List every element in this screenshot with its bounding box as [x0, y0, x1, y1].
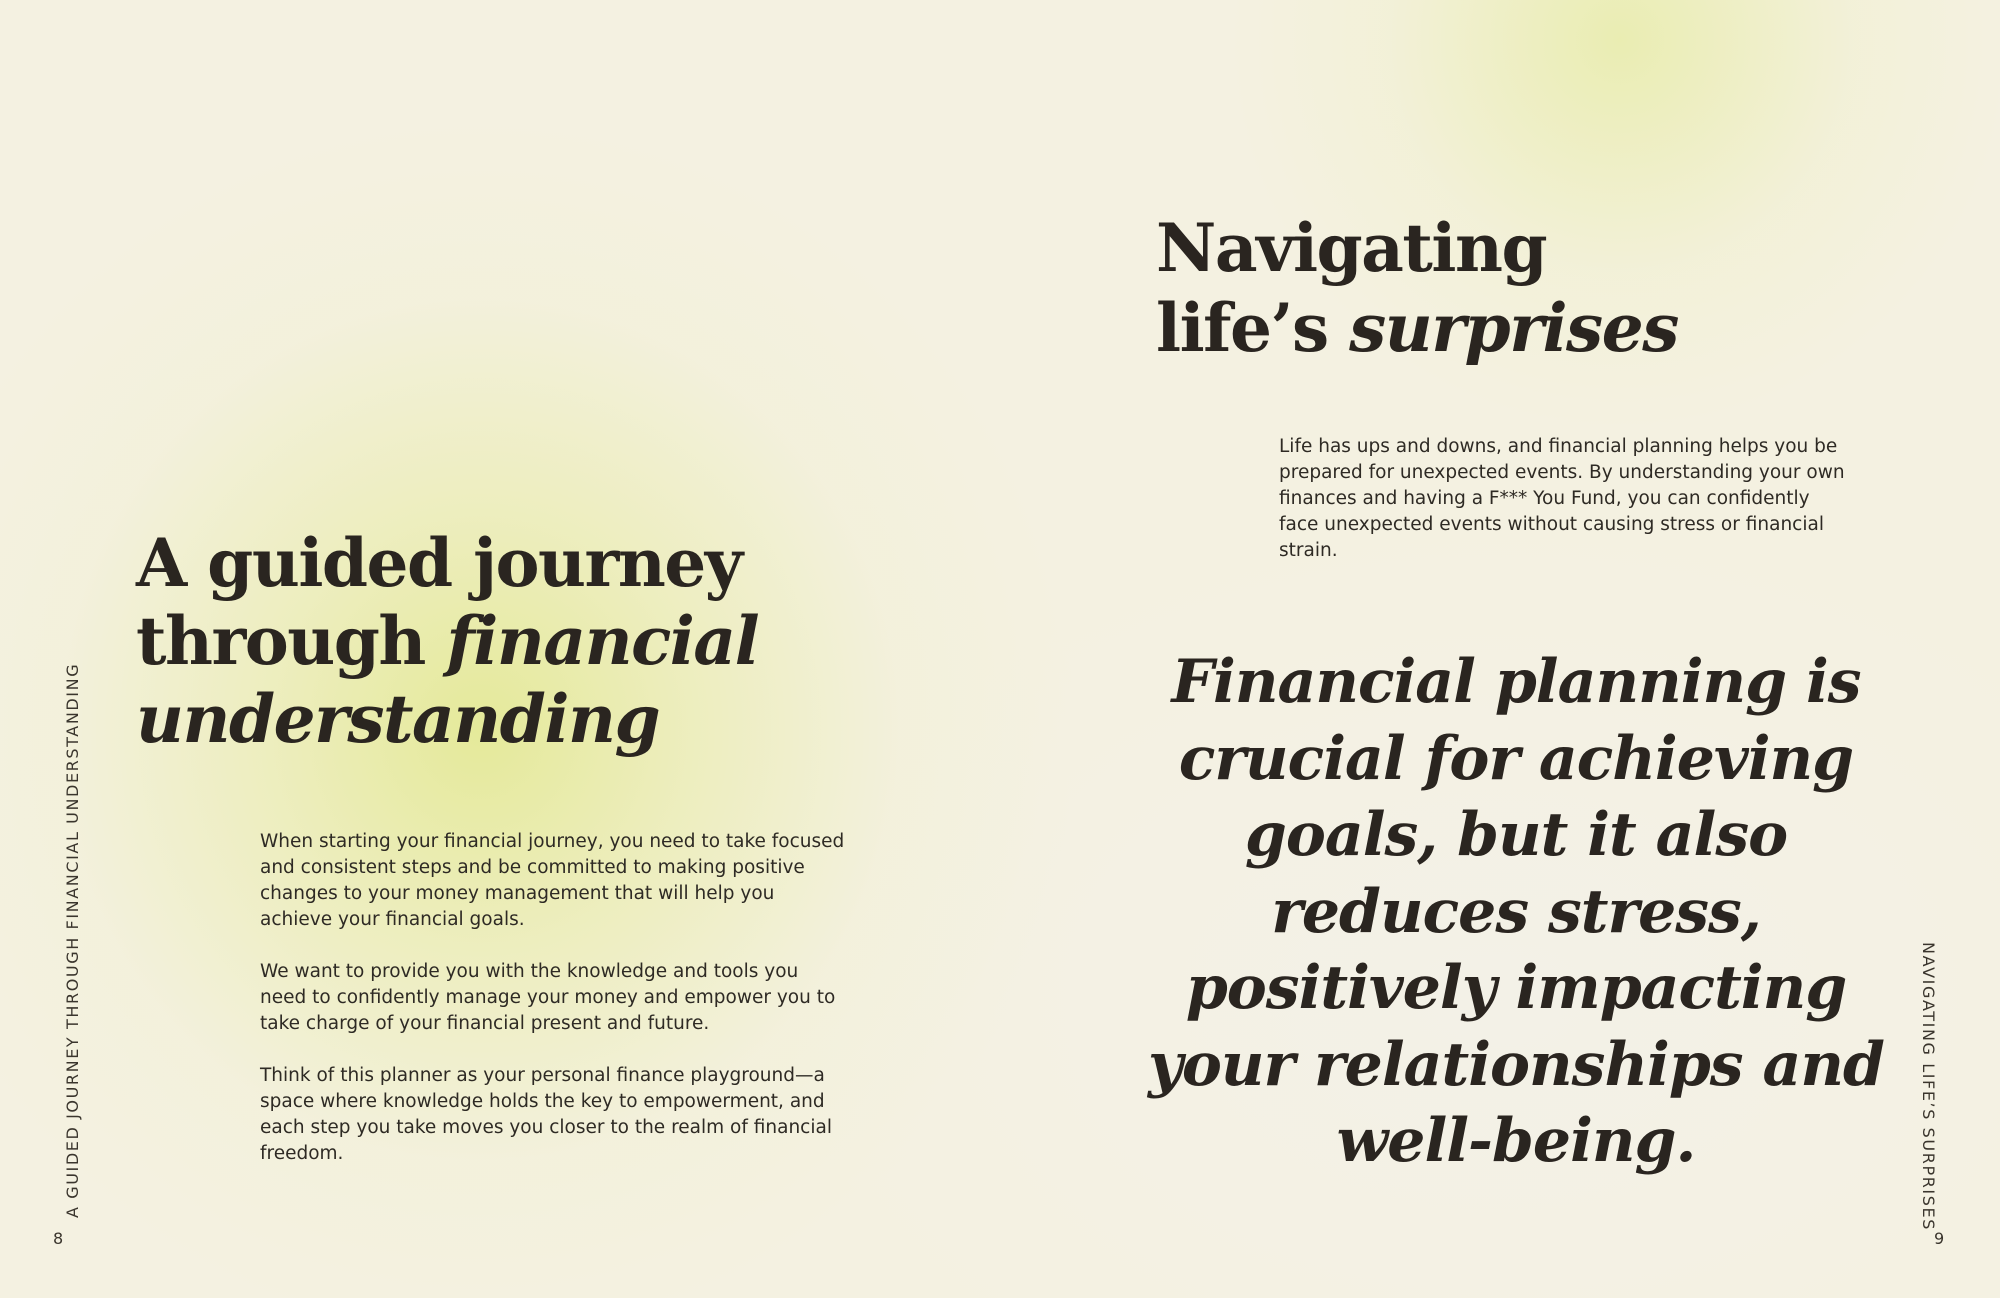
right-running-head: NAVIGATING LIFE’S SURPRISES: [1919, 942, 1938, 1231]
left-page-body: [260, 829, 850, 1193]
right-page-heading: [1156, 208, 1678, 368]
right-heading-line-2: life’s: [1156, 289, 1350, 367]
left-heading-line-2-italic: financial: [446, 602, 759, 680]
left-body-paragraph-3: Think of this planner as your personal finance playground—a space where knowledge holds the key to empowerment, and each step you take moves you closer to the realm of financial freedom.: [260, 1065, 832, 1164]
left-heading-line-2: through: [136, 602, 447, 680]
left-body-paragraph-2: We want to provide you with the knowledge and tools you need to confidently manage your money and empower you to take charge of your financial present and future.: [260, 961, 836, 1034]
left-body-paragraph-1: When starting your financial journey, you need to take focused and consistent steps and be committed to making positive changes to your money management that will help you achieve your financial goals.: [260, 831, 845, 930]
left-page-number: 8: [53, 1229, 64, 1248]
pull-quote: Financial planning is crucial for achieving goals, but it also reduces stress, positively impacting your relationships and well-being.: [1148, 647, 1884, 1176]
right-page-body: Life has ups and downs, and financial planning helps you be prepared for unexpected events. By understanding your own finances and having a F*** You Fund, you can confidently face unexpected events without causing stress or financial strain.: [1279, 436, 1845, 561]
left-page-heading: [136, 524, 758, 758]
right-heading-line-1: Navigating: [1156, 209, 1547, 287]
right-page: [1000, 0, 2000, 1298]
left-heading-line-3-italic: understanding: [136, 680, 660, 758]
left-running-head: A GUIDED JOURNEY THROUGH FINANCIAL UNDERSTANDING: [63, 662, 82, 1218]
left-heading-line-1: A guided journey: [136, 524, 742, 602]
right-heading-line-2-italic: surprises: [1349, 289, 1678, 367]
right-page-number: 9: [1934, 1229, 1945, 1248]
